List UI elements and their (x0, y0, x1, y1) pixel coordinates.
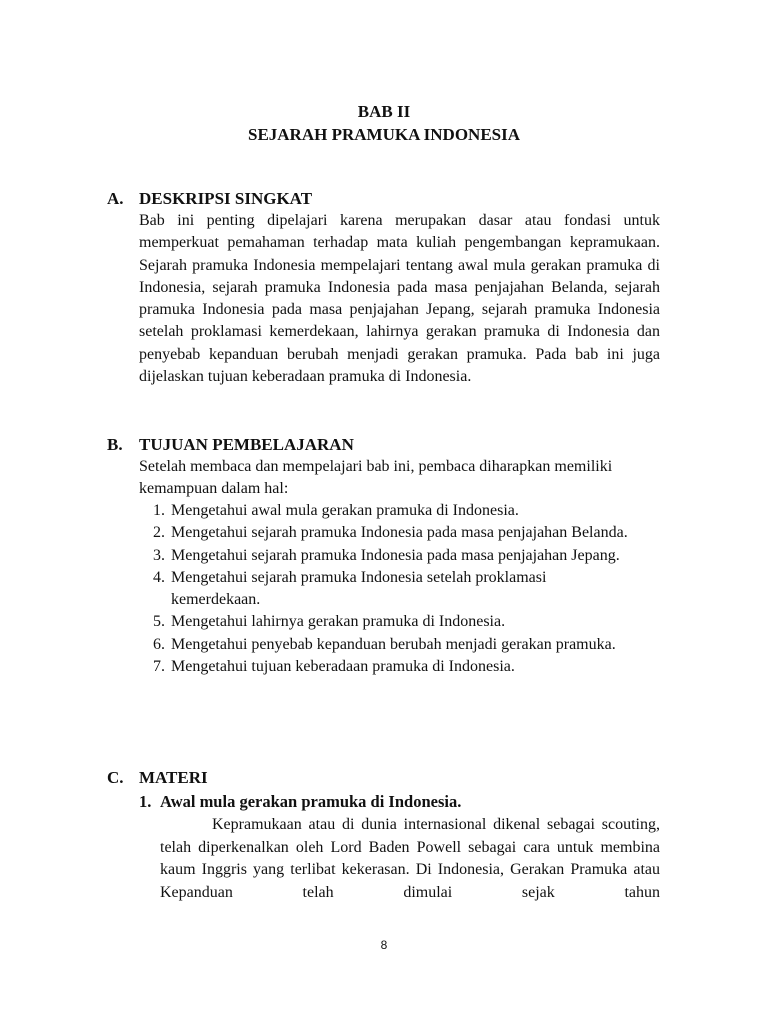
list-item-number: 7. (153, 658, 165, 676)
section-b-heading (107, 433, 354, 457)
list-item (139, 611, 629, 633)
list-item-text: Mengetahui penyebab kepanduan berubah menjadi gerakan pramuka. (171, 635, 616, 653)
learning-objectives-list (139, 500, 629, 678)
subsection-heading (139, 791, 461, 813)
list-item-number: 2. (153, 524, 165, 542)
list-item-number: 3. (153, 546, 165, 564)
section-a-heading (107, 187, 312, 211)
section-b-letter: B. (107, 435, 123, 454)
list-item (139, 500, 629, 522)
section-c-title: MATERI (139, 768, 208, 787)
subsection-title: Awal mula gerakan pramuka di Indonesia. (160, 792, 462, 811)
page-number: 8 (380, 938, 388, 952)
list-item (139, 567, 629, 612)
list-item (139, 545, 629, 567)
section-c-heading (107, 766, 208, 790)
materi-paragraph: Kepramukaan atau di dunia internasional dikenal sebagai scouting, telah diperkenalkan oleh Lord Baden Powell sebagai cara untuk membina kaum Inggris yang terlibat kekerasan. Di Indonesia, Gerakan Pramuka atau Kepanduan telah dimulai sejak tahun (160, 816, 660, 901)
list-item-text: Mengetahui sejarah pramuka Indonesia setelah proklamasi kemerdekaan. (171, 568, 547, 609)
list-item-text: Mengetahui lahirnya gerakan pramuka di Indonesia. (171, 613, 506, 631)
section-b-intro: Setelah membaca dan mempelajari bab ini, pembaca diharapkan memiliki kemampuan dalam hal: (139, 458, 613, 498)
list-item (139, 634, 629, 656)
section-c-letter: C. (107, 768, 124, 787)
list-item-number: 6. (153, 635, 165, 653)
list-item (139, 656, 629, 678)
section-a-paragraph: Bab ini penting dipelajari karena merupakan dasar atau fondasi untuk memperkuat pemahaman terhadap mata kuliah pengembangan kepramukaan. Sejarah pramuka Indonesia mempelajari tentang awal mula gerakan pramuka di Indonesia, sejarah pramuka Indonesia pada masa penjajahan Belanda, sejarah pramuka Indonesia pada masa penjajahan Jepang, sejarah pramuka Indonesia setelah proklamasi kemerdekaan, lahirnya gerakan pramuka di Indonesia dan penyebab kepanduan berubah menjadi gerakan pramuka. Pada bab ini juga dijelaskan tujuan keberadaan pramuka di Indonesia. (139, 212, 660, 386)
list-item-text: Mengetahui sejarah pramuka Indonesia pada masa penjajahan Jepang. (171, 546, 620, 564)
list-item-number: 5. (153, 613, 165, 631)
subsection-number: 1. (139, 792, 152, 811)
chapter-title: SEJARAH PRAMUKA INDONESIA (247, 125, 521, 144)
list-item (139, 522, 629, 544)
list-item-number: 1. (153, 502, 165, 519)
section-b-title: TUJUAN PEMBELAJARAN (139, 435, 354, 454)
list-item-text: Mengetahui tujuan keberadaan pramuka di Indonesia. (171, 658, 515, 676)
list-item-text: Mengetahui awal mula gerakan pramuka di Indonesia. (171, 502, 519, 519)
section-a-letter: A. (107, 189, 124, 208)
section-a-title: DESKRIPSI SINGKAT (139, 189, 313, 208)
chapter-number: BAB II (357, 102, 411, 121)
list-item-text: Mengetahui sejarah pramuka Indonesia pada masa penjajahan Belanda. (171, 524, 628, 542)
list-item-number: 4. (153, 568, 165, 586)
